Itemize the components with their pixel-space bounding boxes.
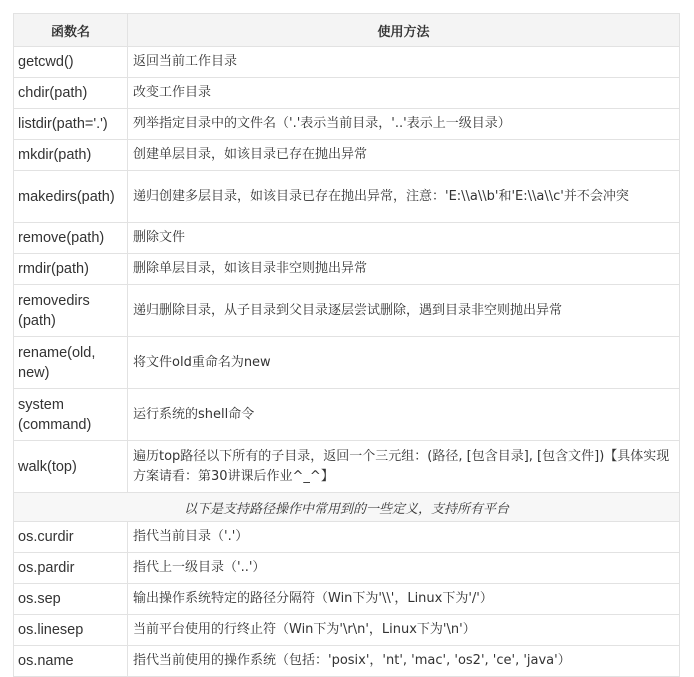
- table-row: [14, 584, 680, 615]
- function-name-cell: os.pardir: [14, 553, 128, 584]
- usage-cell: 指代当前使用的操作系统（包括：'posix'，'nt', 'mac', 'os2', 'ce', 'java'）: [128, 646, 680, 677]
- function-name-cell: os.curdir: [14, 522, 128, 553]
- table-row: [14, 522, 680, 553]
- function-name-cell: rename(old, new): [14, 337, 128, 389]
- usage-cell: 指代上一级目录（'..'）: [128, 553, 680, 584]
- usage-cell: 删除文件: [128, 223, 680, 254]
- usage-cell: 递归删除目录，从子目录到父目录逐层尝试删除，遇到目录非空则抛出异常: [128, 285, 680, 337]
- function-name-cell: os.sep: [14, 584, 128, 615]
- function-name-cell: os.linesep: [14, 615, 128, 646]
- os-functions-table: [13, 13, 680, 677]
- usage-cell: 输出操作系统特定的路径分隔符（Win下为'\\'，Linux下为'/'）: [128, 584, 680, 615]
- usage-cell: 列举指定目录中的文件名（'.'表示当前目录，'..'表示上一级目录）: [128, 109, 680, 140]
- table-row: [14, 109, 680, 140]
- table-row: [14, 646, 680, 677]
- table-row: [14, 441, 680, 493]
- header-row: [14, 14, 680, 47]
- table-header: [14, 14, 680, 47]
- usage-cell: 删除单层目录，如该目录非空则抛出异常: [128, 254, 680, 285]
- function-name-cell: chdir(path): [14, 78, 128, 109]
- table-row: [14, 553, 680, 584]
- function-name-cell: removedirs (path): [14, 285, 128, 337]
- function-name-cell: remove(path): [14, 223, 128, 254]
- usage-cell: 指代当前目录（'.'）: [128, 522, 680, 553]
- table-row: [14, 285, 680, 337]
- function-name-cell: getcwd(): [14, 47, 128, 78]
- table-row: [14, 337, 680, 389]
- table-row: [14, 140, 680, 171]
- table-row: [14, 47, 680, 78]
- usage-cell: 递归创建多层目录，如该目录已存在抛出异常，注意：'E:\\a\\b'和'E:\\a\\c'并不会冲突: [128, 171, 680, 223]
- header-function-name: 函数名: [14, 14, 128, 47]
- table-row: [14, 389, 680, 441]
- function-name-cell: rmdir(path): [14, 254, 128, 285]
- function-name-cell: system (command): [14, 389, 128, 441]
- section-note-row: [14, 493, 680, 522]
- usage-cell: 运行系统的shell命令: [128, 389, 680, 441]
- table-row: [14, 223, 680, 254]
- function-name-cell: makedirs(path): [14, 171, 128, 223]
- usage-cell: 遍历top路径以下所有的子目录，返回一个三元组：(路径, [包含目录], [包含文件])【具体实现方案请看：第30讲课后作业^_^】: [128, 441, 680, 493]
- function-name-cell: listdir(path='.'): [14, 109, 128, 140]
- usage-cell: 当前平台使用的行终止符（Win下为'\r\n'，Linux下为'\n'）: [128, 615, 680, 646]
- function-name-cell: mkdir(path): [14, 140, 128, 171]
- usage-cell: 将文件old重命名为new: [128, 337, 680, 389]
- usage-cell: 返回当前工作目录: [128, 47, 680, 78]
- table-row: [14, 78, 680, 109]
- os-functions-table-wrapper: [13, 13, 680, 677]
- table-row: [14, 254, 680, 285]
- function-name-cell: walk(top): [14, 441, 128, 493]
- usage-cell: 创建单层目录，如该目录已存在抛出异常: [128, 140, 680, 171]
- header-usage: 使用方法: [128, 14, 680, 47]
- usage-cell: 改变工作目录: [128, 78, 680, 109]
- table-body: [14, 47, 680, 677]
- section-note: 以下是支持路径操作中常用到的一些定义，支持所有平台: [14, 493, 680, 522]
- table-row: [14, 615, 680, 646]
- table-row: [14, 171, 680, 223]
- function-name-cell: os.name: [14, 646, 128, 677]
